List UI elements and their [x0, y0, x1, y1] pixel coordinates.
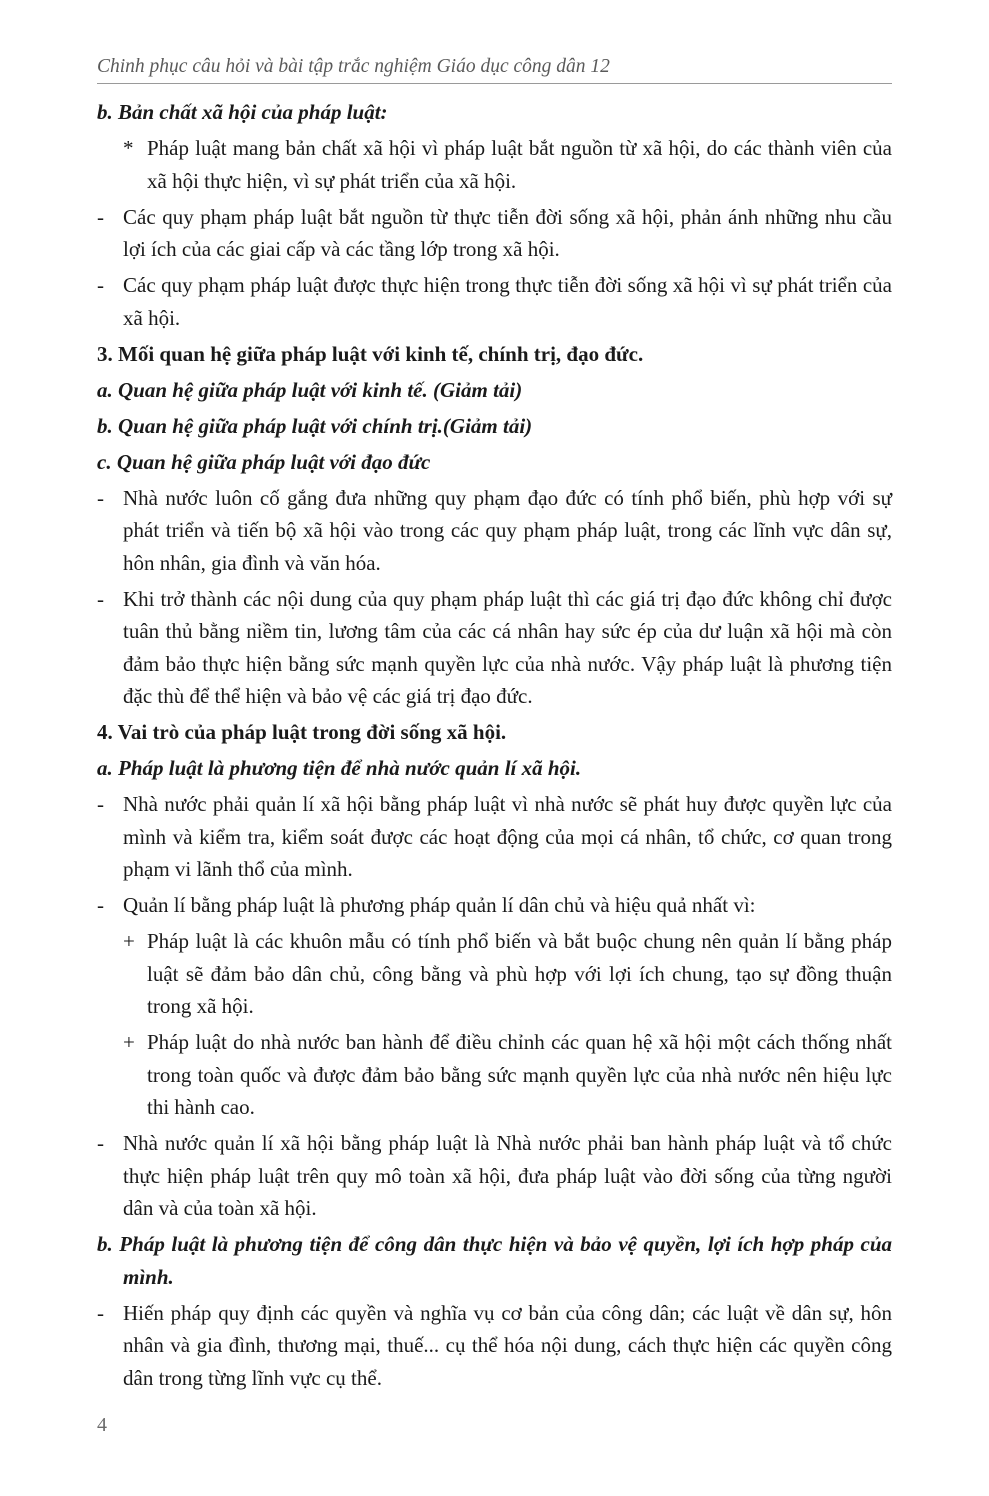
sub-list-item-text: Pháp luật là các khuôn mẫu có tính phổ biến và bắt buộc chung nên quản lí bằng pháp luật sẽ đảm bảo dân chủ, công bằng và phù hợp với lợi ích chung, tạo sự đồng thuận trong xã hội. [147, 929, 892, 1018]
dash-bullet: - [97, 1300, 104, 1325]
list-item-text: Các quy phạm pháp luật được thực hiện trong thực tiễn đời sống xã hội vì sự phát triển của xã hội. [123, 273, 892, 330]
dash-bullet: - [97, 893, 104, 917]
dash-bullet: - [97, 586, 104, 611]
list-item [97, 269, 892, 334]
plus-bullet: + [123, 929, 135, 953]
section-3-heading: 3. Mối quan hệ giữa pháp luật với kinh tế, chính trị, đạo đức. [97, 341, 644, 366]
list-item-text: Nhà nước quản lí xã hội bằng pháp luật là Nhà nước phải ban hành pháp luật và tổ chức thực hiện pháp luật trên quy mô toàn xã hội, đưa pháp luật vào đời sống của từng người dân và của toàn xã hội. [123, 1131, 892, 1220]
list-item-text: Quản lí bằng pháp luật là phương pháp quản lí dân chủ và hiệu quả nhất vì: [123, 893, 756, 917]
section-4b-heading [97, 1228, 892, 1293]
dash-bullet: - [97, 485, 104, 510]
asterisk-bullet: * [123, 136, 134, 160]
list-item [97, 1127, 892, 1225]
dash-bullet: - [97, 1131, 104, 1155]
dash-bullet: - [97, 204, 104, 229]
sub-list-item [97, 1026, 892, 1124]
list-item [97, 788, 892, 886]
list-item [97, 889, 892, 922]
list-item-text: Khi trở thành các nội dung của quy phạm pháp luật thì các giá trị đạo đức không chỉ được tuân thủ bằng niềm tin, lương tâm của các cá nhân hay sức ép của dư luận xã hội mà còn đảm bảo thực hiện bằng sức mạnh quyền lực của nhà nước. Vậy pháp luật là phương tiện đặc thù để thể hiện và bảo vệ các giá trị đạo đức. [123, 586, 892, 708]
section-4-heading: 4. Vai trò của pháp luật trong đời sống xã hội. [97, 720, 507, 744]
list-item [97, 1297, 892, 1395]
dash-bullet: - [97, 792, 104, 816]
page-content [97, 96, 892, 1394]
section-b-social-heading: b. Bản chất xã hội của pháp luật: [97, 100, 388, 124]
sub-list-item [97, 925, 892, 1023]
sub-list-item-text: Pháp luật do nhà nước ban hành để điều chỉnh các quan hệ xã hội một cách thống nhất trong toàn quốc và được đảm bảo bằng sức mạnh quyền lực của nhà nước nên hiệu lực thi hành cao. [147, 1030, 892, 1119]
section-4b-heading-text: b. Pháp luật là phương tiện để công dân thực hiện và bảo vệ quyền, lợi ích hợp pháp của mình. [97, 1232, 892, 1289]
list-item-text: Nhà nước phải quản lí xã hội bằng pháp luật vì nhà nước sẽ phát huy được quyền lực của mình và kiểm tra, kiểm soát được các hoạt động của mọi cá nhân, tổ chức, cơ quan trong phạm vi lãnh thổ của mình. [123, 792, 892, 881]
dash-bullet: - [97, 273, 104, 297]
list-item [97, 201, 892, 266]
list-item [97, 482, 892, 580]
list-item-text: Hiến pháp quy định các quyền và nghĩa vụ cơ bản của công dân; các luật về dân sự, hôn nhân và gia đình, thương mại, thuế... cụ thể hóa nội dung, cách thực hiện các quyền công dân trong từng lĩnh vực cụ thể. [123, 1300, 892, 1390]
page-number: 4 [97, 1414, 107, 1436]
plus-bullet: + [123, 1030, 135, 1054]
list-item-text: Nhà nước luôn cố gắng đưa những quy phạm đạo đức có tính phổ biến, phù hợp với sự phát triển và tiến bộ xã hội vào trong các quy phạm pháp luật, trong các lĩnh vực dân sự, hôn nhân, gia đình và văn hóa. [123, 485, 892, 575]
star-item [97, 132, 892, 197]
list-item-text: Các quy phạm pháp luật bắt nguồn từ thực tiễn đời sống xã hội, phản ánh những nhu cầu lợi ích của các giai cấp và các tầng lớp trong xã hội. [123, 204, 892, 261]
section-4a-heading: a. Pháp luật là phương tiện để nhà nước quản lí xã hội. [97, 756, 582, 780]
section-3c-heading: c. Quan hệ giữa pháp luật với đạo đức [97, 449, 431, 474]
running-header: Chinh phục câu hỏi và bài tập trắc nghiệm Giáo dục công dân 12 [97, 56, 892, 84]
list-item [97, 583, 892, 713]
star-item-text: Pháp luật mang bản chất xã hội vì pháp luật bắt nguồn từ xã hội, do các thành viên của xã hội thực hiện, vì sự phát triển của xã hội. [147, 136, 892, 193]
section-3b-heading: b. Quan hệ giữa pháp luật với chính trị.(Giảm tải) [97, 413, 533, 438]
section-3a-heading: a. Quan hệ giữa pháp luật với kinh tế. (Giảm tải) [97, 377, 523, 402]
